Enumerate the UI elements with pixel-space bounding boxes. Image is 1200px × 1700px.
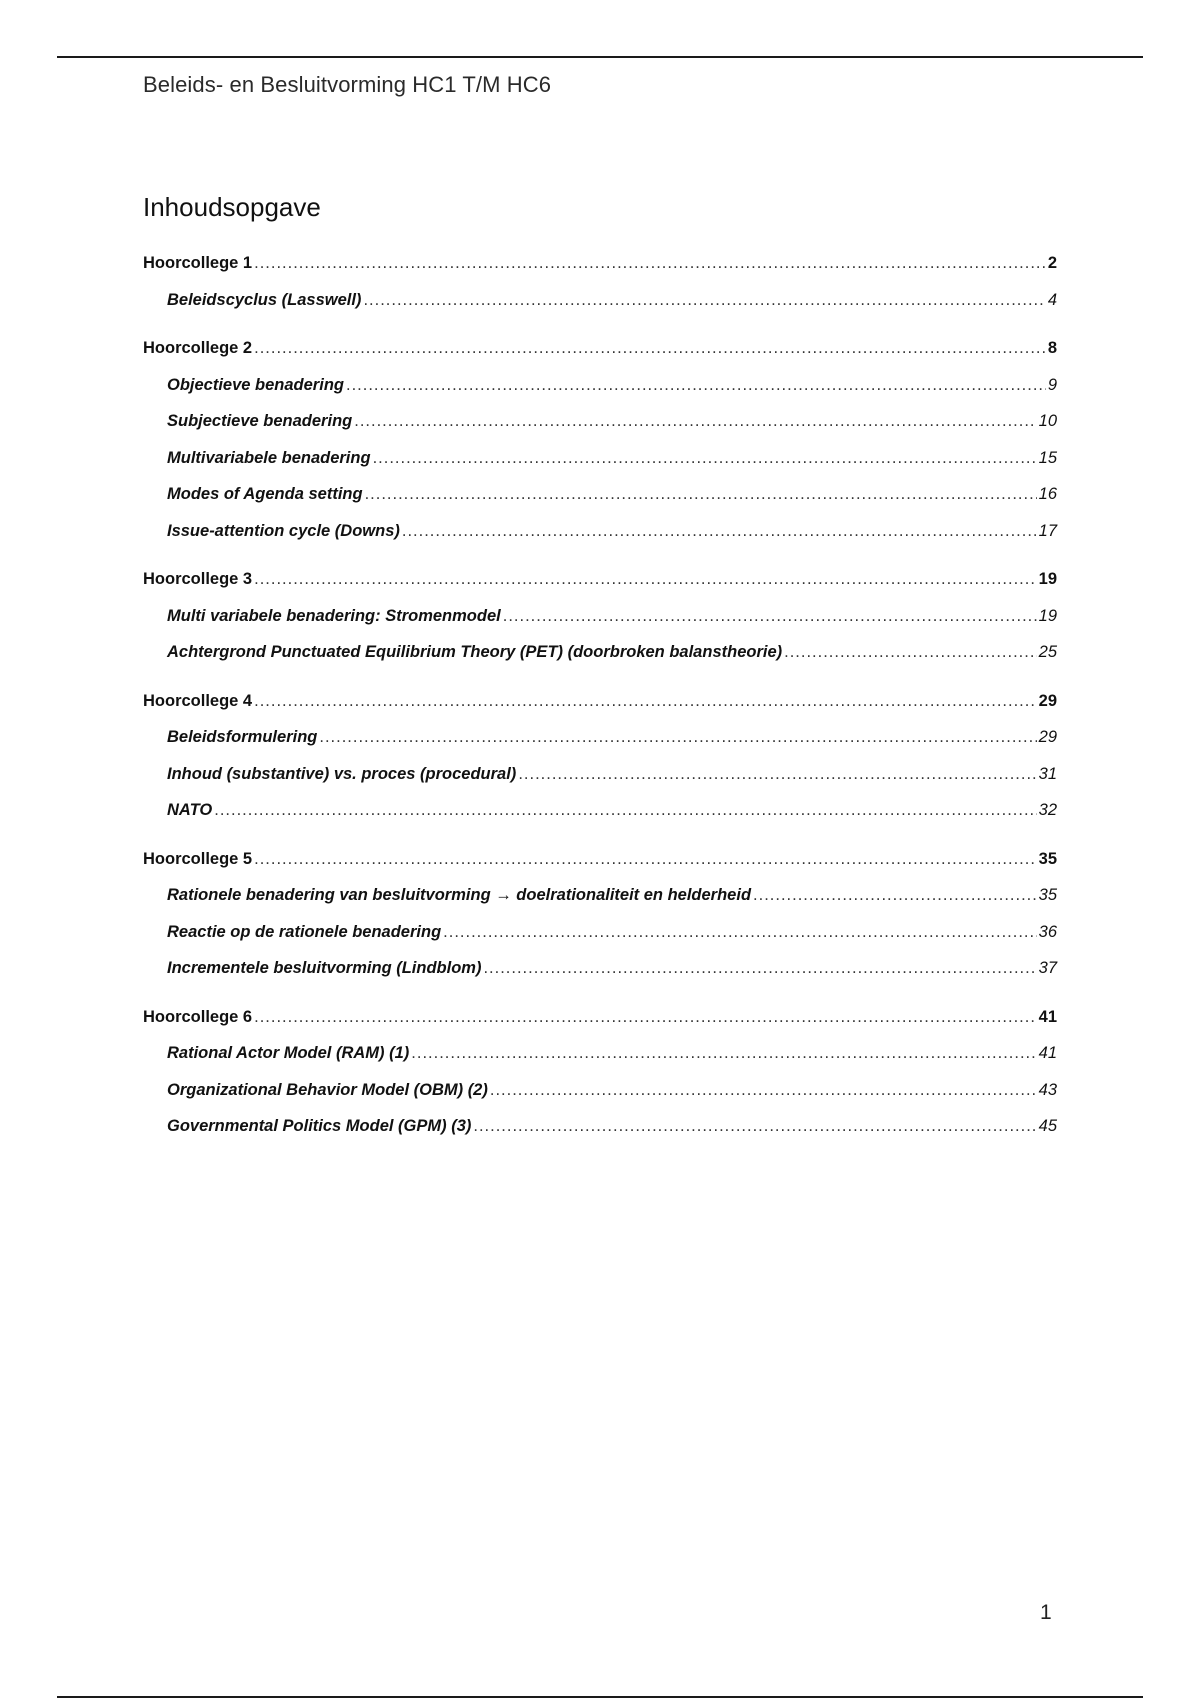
toc-section [143,245,1057,318]
toc-section [143,841,1057,987]
toc-subsection-entry[interactable] [143,877,1057,914]
dot-leader [483,950,1036,987]
dot-leader [319,719,1036,756]
toc-subsection-entry[interactable] [143,513,1057,550]
header-rule [57,56,1143,58]
toc-entry-page: 32 [1038,801,1057,819]
toc-entry-page: 4 [1047,290,1057,309]
toc-entry-page: 35 [1038,886,1057,904]
toc-section [143,561,1057,671]
toc-entry-page: 41 [1038,1007,1057,1026]
toc-subsection-entry[interactable] [143,1108,1057,1145]
toc-entry-page: 19 [1038,570,1057,588]
toc-entry-label: Hoorcollege 1 [143,254,253,272]
toc-section [143,683,1057,829]
toc-chapter-entry[interactable] [143,561,1057,598]
toc-subsection-entry[interactable] [143,756,1057,793]
toc-entry-label: Rational Actor Model (RAM) (1) [167,1044,410,1062]
toc-entry-label: Hoorcollege 6 [143,1007,253,1026]
toc-subsection-entry[interactable] [143,440,1057,477]
dot-leader [254,683,1037,720]
toc-chapter-entry[interactable] [143,330,1057,367]
toc-entry-label: Rationele benadering van besluitvorming → doelrationaliteit en helderheid [167,886,752,904]
toc-entry-page: 29 [1038,728,1057,746]
toc-entry-page: 43 [1038,1080,1057,1099]
toc-chapter-entry[interactable] [143,245,1057,282]
dot-leader [753,877,1037,914]
toc-subsection-entry[interactable] [143,950,1057,987]
dot-leader [254,245,1046,282]
toc-entry-label: NATO [167,801,213,819]
toc-entry-page: 41 [1038,1044,1057,1062]
toc-entry-label: Incrementele besluitvorming (Lindblom) [167,959,482,977]
dot-leader [473,1108,1036,1145]
dot-leader [363,282,1045,319]
toc-section [143,330,1057,549]
toc-entry-label: Hoorcollege 5 [143,849,253,868]
dot-leader [518,756,1036,793]
toc-entry-label: Organizational Behavior Model (OBM) (2) [167,1080,488,1099]
toc-entry-label: Governmental Politics Model (GPM) (3) [167,1117,472,1135]
dot-leader [490,1072,1037,1109]
toc-entry-page: 19 [1038,606,1057,625]
toc-entry-page: 8 [1047,339,1057,357]
toc-entry-label: Inhoud (substantive) vs. proces (procedural) [167,764,517,783]
toc-chapter-entry[interactable] [143,683,1057,720]
toc-entry-page: 37 [1038,959,1057,977]
toc-entry-label: Beleidsformulering [167,728,318,746]
dot-leader [373,440,1037,477]
toc-entry-label: Multi variabele benadering: Stromenmodel [167,606,501,625]
toc-subsection-entry[interactable] [143,1035,1057,1072]
toc-entry-label: Hoorcollege 3 [143,570,253,588]
toc-entry-page: 35 [1038,849,1057,868]
toc-entry-page: 10 [1038,412,1057,430]
dot-leader [254,999,1037,1036]
toc-section [143,999,1057,1145]
toc-entry-page: 16 [1038,485,1057,503]
toc-subsection-entry[interactable] [143,282,1057,319]
toc-subsection-entry[interactable] [143,476,1057,513]
toc-entry-label: Hoorcollege 4 [143,691,253,710]
toc-entry-page: 29 [1038,691,1057,710]
toc-entry-page: 9 [1047,375,1057,394]
page-number: 1 [1040,1601,1052,1624]
dot-leader [411,1035,1036,1072]
toc-entry-label: Achtergrond Punctuated Equilibrium Theory (PET) (doorbroken balanstheorie) [167,643,783,661]
dot-leader [354,403,1036,440]
toc-subsection-entry[interactable] [143,403,1057,440]
dot-leader [254,561,1037,598]
toc-entry-label: Objectieve benadering [167,375,344,394]
toc-entry-page: 36 [1038,922,1057,941]
toc-subsection-entry[interactable] [143,719,1057,756]
toc-chapter-entry[interactable] [143,841,1057,878]
toc-entry-label: Modes of Agenda setting [167,485,363,503]
toc-entry-page: 17 [1038,521,1057,540]
dot-leader [784,634,1037,671]
table-of-contents [143,192,1057,1157]
toc-entry-page: 31 [1038,764,1057,783]
toc-subsection-entry[interactable] [143,598,1057,635]
toc-heading: Inhoudsopgave [143,192,321,222]
toc-entry-page: 45 [1038,1117,1057,1135]
toc-subsection-entry[interactable] [143,792,1057,829]
toc-entry-label: Reactie op de rationele benadering [167,922,442,941]
toc-subsection-entry[interactable] [143,634,1057,671]
footer-rule [57,1696,1143,1698]
toc-sections [143,245,1057,1145]
dot-leader [402,513,1037,550]
dot-leader [254,841,1037,878]
toc-entry-label: Subjectieve benadering [167,412,353,430]
toc-entry-page: 25 [1038,643,1057,661]
dot-leader [503,598,1037,635]
toc-chapter-entry[interactable] [143,999,1057,1036]
dot-leader [214,792,1036,829]
toc-subsection-entry[interactable] [143,914,1057,951]
toc-subsection-entry[interactable] [143,1072,1057,1109]
dot-leader [346,367,1046,404]
dot-leader [254,330,1046,367]
toc-entry-label: Multivariabele benadering [167,448,371,467]
dot-leader [365,476,1037,513]
toc-entry-page: 15 [1038,448,1057,467]
toc-subsection-entry[interactable] [143,367,1057,404]
toc-entry-label: Issue-attention cycle (Downs) [167,521,400,540]
toc-entry-page: 2 [1047,254,1057,272]
toc-entry-label: Beleidscyclus (Lasswell) [167,290,362,309]
document-header-title: Beleids- en Besluitvorming HC1 T/M HC6 [143,72,552,97]
toc-entry-label: Hoorcollege 2 [143,339,253,357]
dot-leader [443,914,1036,951]
